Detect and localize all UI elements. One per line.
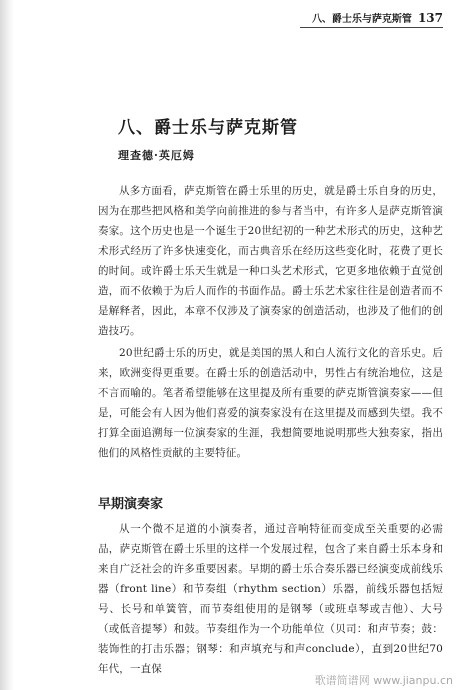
running-header (312, 10, 443, 25)
page-number: 137 (417, 11, 443, 25)
chapter-author: 理查德·英厄姆 (118, 149, 195, 162)
site-watermark: 歌谱简谱网 www.jianpu.cn (314, 674, 453, 687)
section-title: 早期演奏家 (98, 497, 164, 512)
header-rule (300, 27, 443, 28)
gutter-shadow (0, 0, 14, 690)
running-title: 八、爵士乐与萨克斯管 (311, 14, 412, 25)
chapter-title: 八、爵士乐与萨克斯管 (118, 118, 298, 138)
body-paragraph-1: 从多方面看，萨克斯管在爵士乐里的历史，就是爵士乐自身的历史，因为在那些把风格和美学向前推进的参与者当中，有许多人是萨克斯管演奏家。这个历史也是一个诞生于20世纪初的一种艺术形式的历史，这种艺术形式经历了许多快速变化，而古典音乐在经历这些变化时，花费了更长的时间。或许爵士乐天生就是一种口头艺术形式，它更多地依赖于直觉创造，而不依赖于为后人而作的书面作品。爵士乐艺术家往往是创造者而不是解释者，因此，本章不仅涉及了演奏家的创造活动，也涉及了他们的创造技巧。 (98, 185, 443, 337)
body-paragraph-2: 20世纪爵士乐的历史，就是美国的黑人和白人流行文化的音乐史。后来，欧洲变得更重要。在爵士乐的创造活动中，男性占有统治地位，这是不言而喻的。笔者希望能够在这里提及所有重要的萨克斯管演奏家——但是，可能会有人因为他们喜爱的演奏家没有在这里提及而感到失望。我不打算全面追溯每一位演奏家的生涯，我想简要地说明那些大独奏家，指出他们的风格性贡献的主要特征。 (98, 347, 443, 459)
section-paragraph: 从一个微不足道的小演奏者，通过音响特征而变成至关重要的必需品，萨克斯管在爵士乐里的这样一个发展过程，包含了来自爵士乐本身和来自广泛社会的许多重要因素。早期的爵士乐合奏乐器已经演变成前线乐器（front line）和节奏组（rhythm section）乐器，前线乐器包括短号、长号和单簧管，而节奏组使用的是钢琴（或班卓琴或吉他）、大号（或低音提琴）和鼓。节奏组作为一个功能单位（贝司：和声节奏；鼓：装饰性的打击乐器；钢琴：和声填充与和声conclude），直到20世纪70年代，一直保 (98, 523, 443, 675)
